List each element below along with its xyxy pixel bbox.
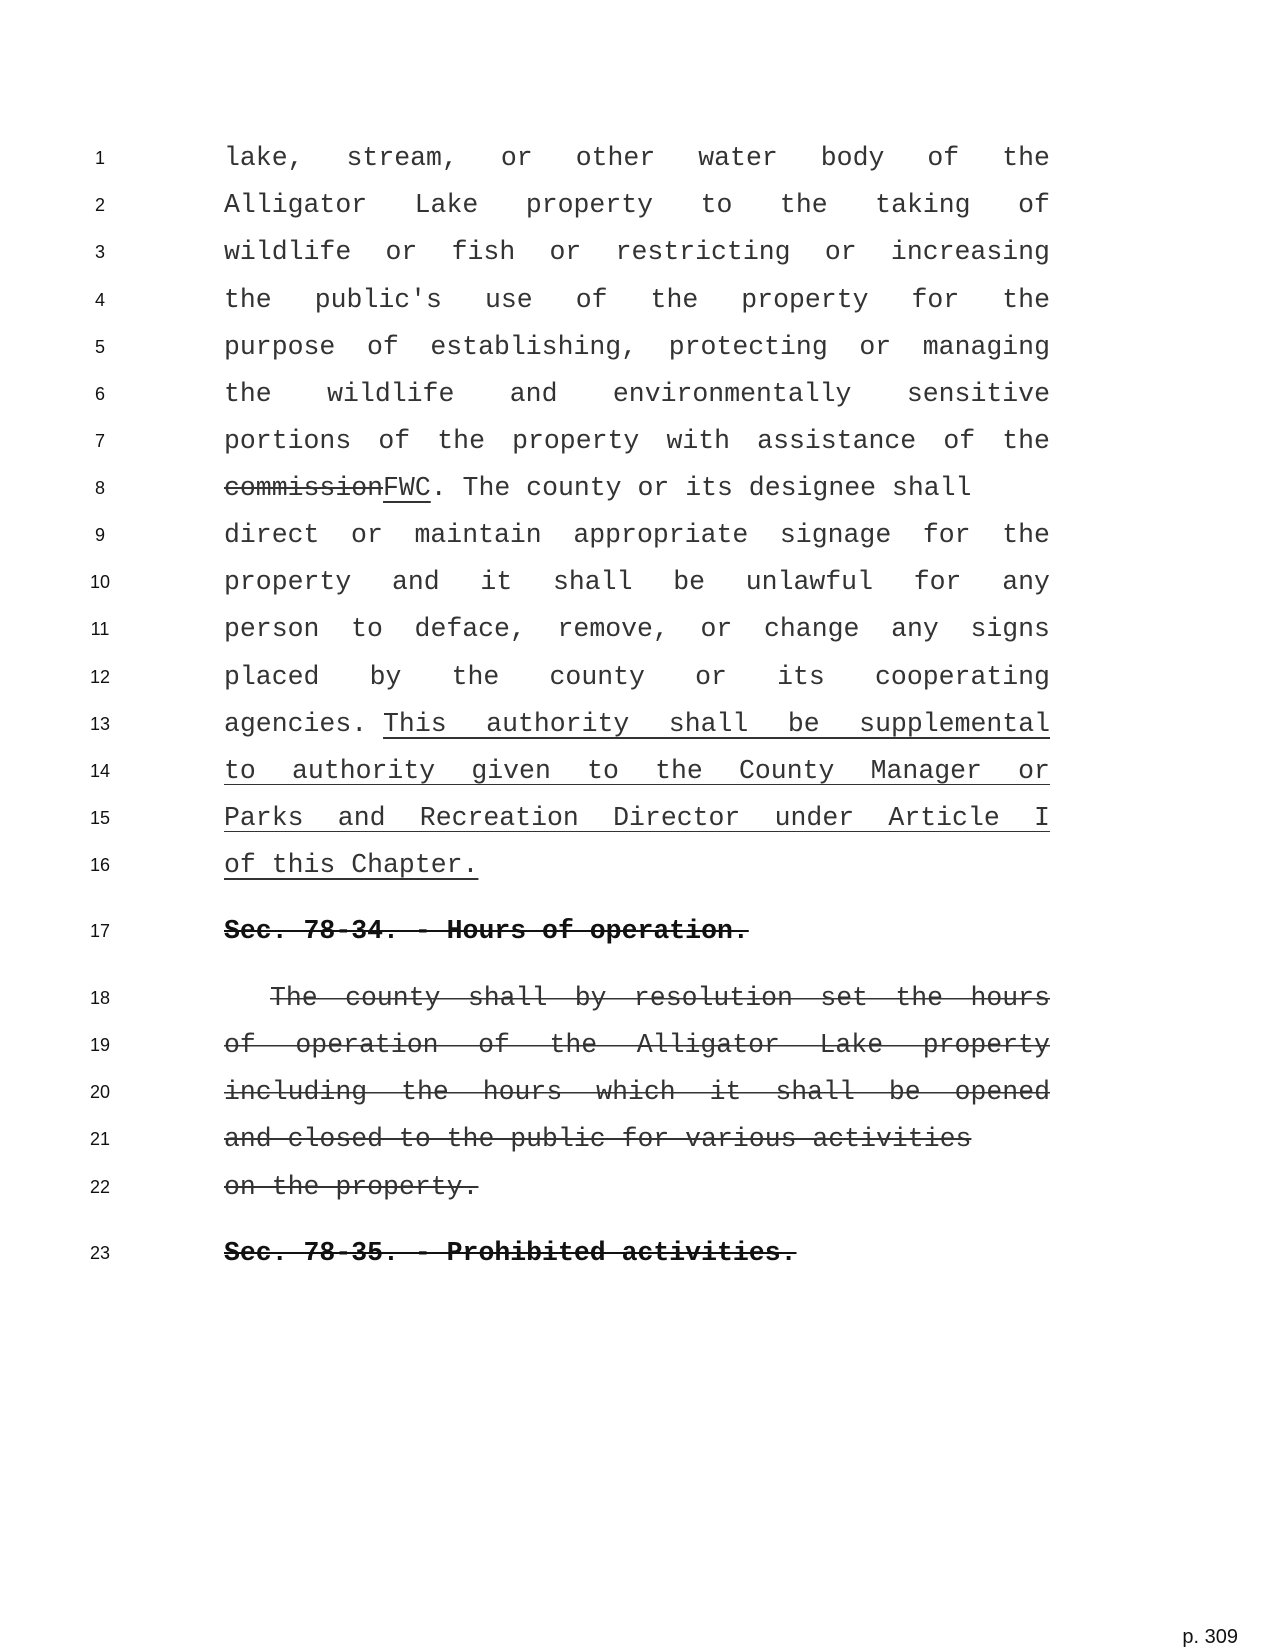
line-text xyxy=(224,848,1050,882)
line-number: 7 xyxy=(94,431,105,451)
word: remove, xyxy=(557,614,669,644)
line-number: 20 xyxy=(89,1082,111,1102)
word: the xyxy=(401,1077,449,1107)
word: Lake xyxy=(414,190,479,220)
word: to xyxy=(700,190,733,220)
word: to xyxy=(224,756,256,786)
line-17 xyxy=(0,914,1275,948)
word: its xyxy=(777,662,825,692)
word: fish xyxy=(451,237,516,267)
word: Parks xyxy=(224,803,304,833)
word: of xyxy=(378,426,411,456)
line-number: 10 xyxy=(89,572,111,592)
word: given xyxy=(471,756,551,786)
word: authority xyxy=(292,756,436,786)
word: be xyxy=(673,567,706,597)
word: assistance xyxy=(757,426,917,456)
line-9 xyxy=(0,518,1275,552)
word: it xyxy=(709,1077,742,1107)
word: shall xyxy=(467,983,548,1013)
line-number: 16 xyxy=(89,855,111,875)
word: resolution xyxy=(633,983,793,1013)
inserted-text: FWC xyxy=(383,473,431,503)
struck-text: on the property. xyxy=(224,1172,479,1202)
word: property xyxy=(512,426,640,456)
line-text-inserted xyxy=(224,754,1050,785)
word: purpose xyxy=(224,332,336,362)
word: of xyxy=(224,1030,256,1060)
word: Director xyxy=(613,803,741,833)
line-text xyxy=(224,235,1050,269)
line-number: 14 xyxy=(89,761,111,781)
line-text xyxy=(224,188,1050,222)
line-21 xyxy=(0,1122,1275,1156)
struck-text: Sec. 78-35. - Prohibited activities. xyxy=(224,1238,797,1268)
line-number: 19 xyxy=(89,1035,111,1055)
word: change xyxy=(763,614,860,644)
word: Recreation xyxy=(419,803,579,833)
word: property xyxy=(525,190,654,220)
word: person xyxy=(224,614,320,644)
word: taking xyxy=(875,190,971,220)
line-number: 13 xyxy=(89,714,111,734)
struck-text: Sec. 78-34. - Hours of operation. xyxy=(224,916,749,946)
inserted-text: This authority shall be supplemental xyxy=(383,709,1050,739)
line-number: 23 xyxy=(89,1243,111,1263)
word: any xyxy=(891,614,939,644)
struck-text: commission xyxy=(224,473,384,503)
word: or xyxy=(351,520,383,550)
word: cooperating xyxy=(875,662,1050,692)
word: County xyxy=(739,756,835,786)
word: of xyxy=(366,332,399,362)
line-3 xyxy=(0,235,1275,269)
line-15 xyxy=(0,801,1275,835)
word: the xyxy=(1002,520,1050,550)
word: for xyxy=(911,285,960,315)
line-10 xyxy=(0,565,1275,599)
word: unlawful xyxy=(745,567,873,597)
word: or xyxy=(549,237,582,267)
line-text-struck xyxy=(224,1122,1050,1156)
line-number: 18 xyxy=(89,988,111,1008)
word: including xyxy=(224,1077,368,1107)
word: set xyxy=(820,983,869,1013)
word: to xyxy=(587,756,619,786)
line-number: 17 xyxy=(89,921,111,941)
word: or xyxy=(500,143,533,173)
line-number: 8 xyxy=(94,478,105,498)
line-number: 1 xyxy=(94,148,105,168)
word: maintain xyxy=(414,520,542,550)
word: deface, xyxy=(414,614,526,644)
line-18 xyxy=(0,981,1275,1015)
plain-text: . The county or its designee shall xyxy=(430,473,972,503)
word: to xyxy=(351,614,383,644)
line-1 xyxy=(0,141,1275,175)
word: under xyxy=(774,803,855,833)
line-11 xyxy=(0,612,1275,646)
word: and xyxy=(337,803,386,833)
word: other xyxy=(575,143,656,173)
word: with xyxy=(666,426,731,456)
word: for xyxy=(913,567,962,597)
word: or xyxy=(385,237,418,267)
word: Alligator xyxy=(636,1030,780,1060)
word: the xyxy=(224,285,272,315)
line-4 xyxy=(0,283,1275,317)
word: public's xyxy=(314,285,442,315)
line-number: 22 xyxy=(89,1177,111,1197)
word: and xyxy=(509,379,558,409)
word: shall xyxy=(775,1077,855,1107)
line-number: 4 xyxy=(94,290,105,310)
word: establishing, xyxy=(430,332,638,362)
line-6 xyxy=(0,377,1275,411)
page-number: p. 309 xyxy=(1182,1626,1238,1648)
word: the xyxy=(549,1030,598,1060)
word: wildlife xyxy=(224,237,352,267)
line-number: 12 xyxy=(89,667,111,687)
word: the xyxy=(650,285,699,315)
line-text xyxy=(224,471,1050,505)
line-8 xyxy=(0,471,1275,505)
word: the xyxy=(779,190,828,220)
line-number: 21 xyxy=(89,1129,111,1149)
line-text xyxy=(224,660,1050,694)
line-text-struck xyxy=(224,1075,1050,1109)
word: The xyxy=(270,983,318,1013)
word: lake, xyxy=(224,143,304,173)
line-text-struck xyxy=(270,981,1050,1015)
word: county xyxy=(345,983,441,1013)
word: the xyxy=(655,756,703,786)
line-text xyxy=(224,518,1050,552)
word: appropriate xyxy=(573,520,749,550)
word: for xyxy=(922,520,971,550)
word: managing xyxy=(922,332,1050,362)
line-20 xyxy=(0,1075,1275,1109)
line-5 xyxy=(0,330,1275,364)
inserted-text: of this Chapter. xyxy=(224,850,479,880)
word: by xyxy=(369,662,402,692)
word: or xyxy=(700,614,733,644)
word: body xyxy=(820,143,885,173)
word: and xyxy=(391,567,440,597)
plain-text: agencies. xyxy=(224,709,384,739)
word: the xyxy=(1002,285,1050,315)
word: stream, xyxy=(346,143,458,173)
word: water xyxy=(698,143,778,173)
word: increasing xyxy=(890,237,1050,267)
line-19 xyxy=(0,1028,1275,1062)
word: environmentally xyxy=(612,379,852,409)
word: the xyxy=(1002,426,1050,456)
word: signs xyxy=(970,614,1050,644)
line-number: 2 xyxy=(94,195,105,215)
line-text xyxy=(224,377,1050,411)
word: it xyxy=(480,567,513,597)
word: placed xyxy=(224,662,320,692)
word: opened xyxy=(954,1077,1050,1107)
word: Alligator xyxy=(224,190,368,220)
word: Lake xyxy=(819,1030,884,1060)
word: shall xyxy=(552,567,633,597)
word: by xyxy=(574,983,607,1013)
word: signage xyxy=(779,520,892,550)
word: protecting xyxy=(668,332,828,362)
word: portions xyxy=(224,426,352,456)
word: the xyxy=(437,426,485,456)
word: or xyxy=(1018,756,1050,786)
line-13 xyxy=(0,707,1275,741)
word: sensitive xyxy=(906,379,1050,409)
line-number: 6 xyxy=(94,384,105,404)
line-text xyxy=(224,141,1050,175)
word: wildlife xyxy=(327,379,455,409)
word: any xyxy=(1002,567,1050,597)
line-text-struck xyxy=(224,1028,1050,1062)
line-text xyxy=(224,707,1050,741)
line-7 xyxy=(0,424,1275,458)
word: the xyxy=(224,379,272,409)
word: property xyxy=(922,1030,1050,1060)
word: of xyxy=(478,1030,510,1060)
word: the xyxy=(451,662,500,692)
word: restricting xyxy=(615,237,791,267)
word: county xyxy=(549,662,645,692)
word: which xyxy=(596,1077,676,1107)
line-number: 15 xyxy=(89,808,111,828)
word: operation xyxy=(295,1030,439,1060)
word: of xyxy=(927,143,960,173)
word: or xyxy=(824,237,857,267)
word: the xyxy=(895,983,944,1013)
word: property xyxy=(224,567,352,597)
line-text xyxy=(224,565,1050,599)
word: the xyxy=(1002,143,1050,173)
line-2 xyxy=(0,188,1275,222)
struck-text: and closed to the public for various activities xyxy=(224,1124,972,1154)
word: direct xyxy=(224,520,320,550)
line-number: 9 xyxy=(94,525,105,545)
line-number: 5 xyxy=(94,337,105,357)
line-text xyxy=(224,330,1050,364)
line-number: 3 xyxy=(94,242,105,262)
line-14 xyxy=(0,754,1275,788)
line-22 xyxy=(0,1170,1275,1204)
word: use xyxy=(484,285,533,315)
line-23 xyxy=(0,1236,1275,1270)
section-heading-78-34 xyxy=(224,914,1050,948)
line-text xyxy=(224,612,1050,646)
word: of xyxy=(1018,190,1050,220)
line-text xyxy=(224,424,1050,458)
line-12 xyxy=(0,660,1275,694)
word: Manager xyxy=(870,756,982,786)
word: Article xyxy=(888,803,1000,833)
word: or xyxy=(859,332,892,362)
line-text-inserted xyxy=(224,801,1050,832)
line-number: 11 xyxy=(90,619,110,639)
word: hours xyxy=(482,1077,563,1107)
word: hours xyxy=(970,983,1050,1013)
word: property xyxy=(741,285,869,315)
word: or xyxy=(695,662,727,692)
line-text-struck xyxy=(224,1170,1050,1204)
word: be xyxy=(888,1077,921,1107)
word: of xyxy=(943,426,976,456)
section-heading-78-35 xyxy=(224,1236,1050,1270)
line-text xyxy=(224,283,1050,317)
word: I xyxy=(1034,803,1050,833)
word: of xyxy=(575,285,608,315)
line-16 xyxy=(0,848,1275,882)
